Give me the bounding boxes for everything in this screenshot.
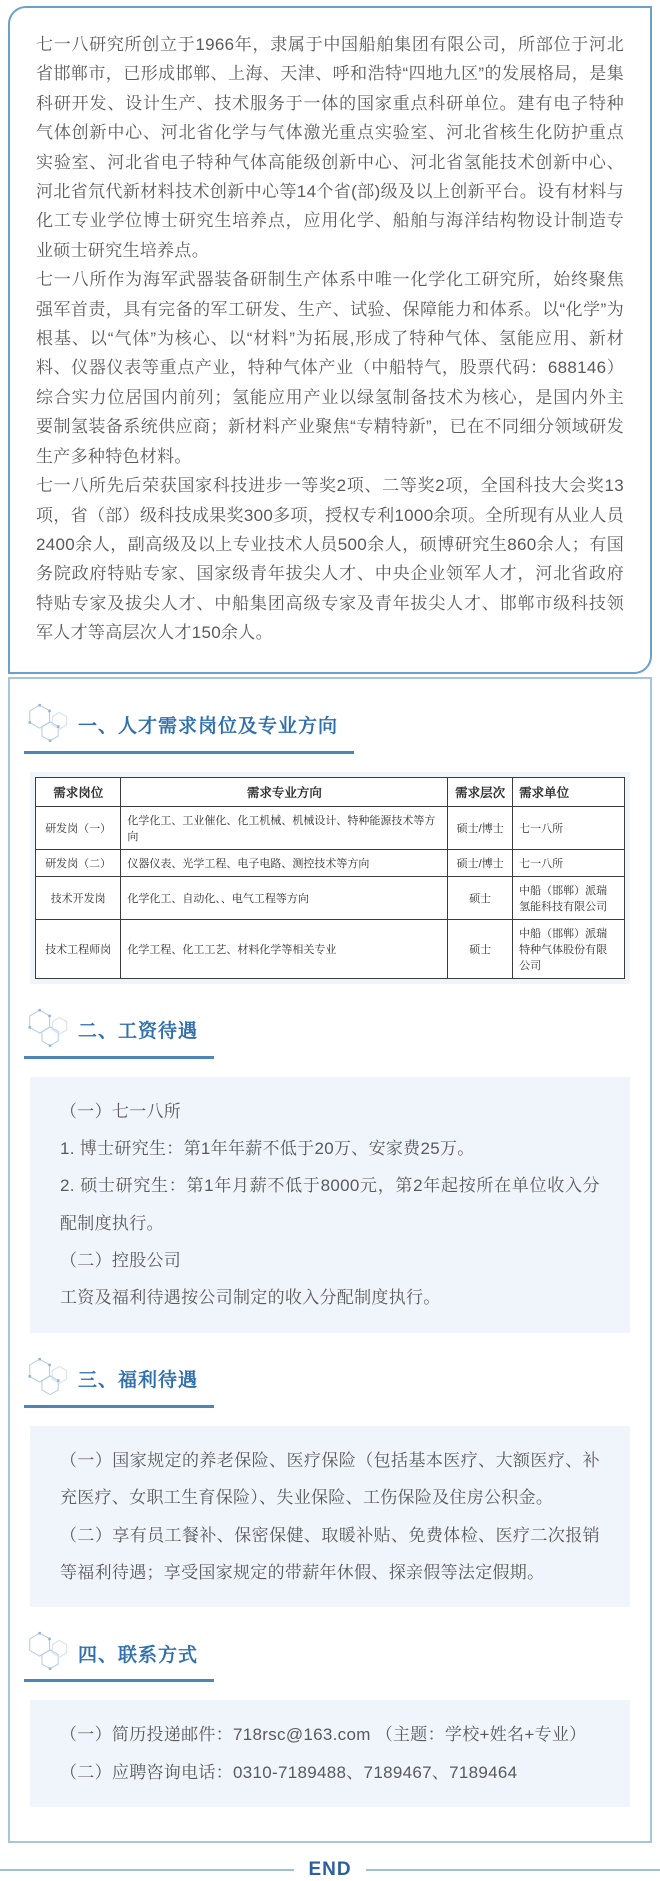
table-cell: 研发岗（一） xyxy=(36,806,121,849)
hexagon-molecule-icon xyxy=(24,1631,72,1675)
table-header-cell: 需求岗位 xyxy=(36,777,121,806)
intro-card xyxy=(8,6,652,674)
section-title: 四、联系方式 xyxy=(78,1644,199,1666)
contact-phone-line: （二）应聘咨询电话：0310-7189488、7189467、7189464 xyxy=(60,1762,518,1782)
end-divider-left xyxy=(0,1869,294,1871)
end-label: END xyxy=(308,1859,352,1881)
table-cell: 硕士 xyxy=(448,876,513,919)
section-heading-benefits xyxy=(24,1357,214,1408)
salary-line: 2. 硕士研究生：第1年月薪不低于8000元，第2年起按所在单位收入分配制度执行。 xyxy=(60,1176,600,1233)
table-cell: 化学化工、自动化、、电气工程等方向 xyxy=(121,876,448,919)
section-heading-positions xyxy=(24,703,354,754)
table-cell: 硕士/博士 xyxy=(448,806,513,849)
table-cell: 硕士/博士 xyxy=(448,849,513,876)
table-row xyxy=(36,876,625,919)
table-cell: 硕士 xyxy=(448,919,513,978)
table-cell: 七一八所 xyxy=(513,806,625,849)
table-cell: 研发岗（二） xyxy=(36,849,121,876)
hexagon-molecule-icon xyxy=(24,1008,72,1052)
section-title: 三、福利待遇 xyxy=(78,1370,199,1392)
table-row xyxy=(36,849,625,876)
section-heading-contact xyxy=(24,1631,214,1682)
hexagon-molecule-icon xyxy=(24,1357,72,1401)
contact-email-line: （一）简历投递邮件：718rsc@163.com （主题：学校+姓名+专业） xyxy=(60,1725,587,1745)
table-cell: 中船（邯郸）派瑞特种气体股份有限公司 xyxy=(513,919,625,978)
table-cell: 技术开发岗 xyxy=(36,876,121,919)
table-header-cell: 需求单位 xyxy=(513,777,625,806)
table-header-cell: 需求专业方向 xyxy=(121,777,448,806)
end-divider-right xyxy=(366,1869,660,1871)
benefits-paragraph: （一）国家规定的养老保险、医疗保险（包括基本医疗、大额医疗、补充医疗、女职工生育保险）、失业保险、工伤保险及住房公积金。 xyxy=(60,1450,600,1508)
hexagon-molecule-icon xyxy=(24,703,72,747)
section-title: 一、人才需求岗位及专业方向 xyxy=(78,716,339,738)
table-cell: 化学工程、化工工艺、材料化学等相关专业 xyxy=(121,919,448,978)
positions-panel xyxy=(30,772,630,984)
table-header-cell: 需求层次 xyxy=(448,777,513,806)
table-cell: 中船（邯郸）派瑞氢能科技有限公司 xyxy=(513,876,625,919)
table-row xyxy=(36,919,625,978)
recruit-table xyxy=(35,777,625,979)
table-cell: 技术工程师岗 xyxy=(36,919,121,978)
end-footer xyxy=(0,1859,660,1881)
table-cell: 七一八所 xyxy=(513,849,625,876)
table-row xyxy=(36,806,625,849)
salary-line: （二）控股公司 xyxy=(60,1251,182,1271)
salary-line: 工资及福利待遇按公司制定的收入分配制度执行。 xyxy=(60,1288,441,1308)
intro-paragraph-3: 七一八所先后荣获国家科技进步一等奖2项、二等奖2项，全国科技大会奖13项，省（部）级科技成果奖300多项，授权专利1000余项。全所现有从业人员2400余人，副高级及以上专业技术人员500余人，硕博研究生860余人；有国务院政府特贴专家、国家级青年拔尖人才、中央企业领军人才，河北省政府特贴专家及拔尖人才、中船集团高级专家及青年拔尖人才、邯郸市级科技领军人才等高层次人才150余人。 xyxy=(36,476,624,643)
detail-card xyxy=(8,677,652,1844)
intro-paragraph-1: 七一八研究所创立于1966年，隶属于中国船舶集团有限公司，所部位于河北省邯郸市，已形成邯郸、上海、天津、呼和浩特“四地九区”的发展格局，是集科研开发、设计生产、技术服务于一体的国家重点科研单位。建有电子特种气体创新中心、河北省化学与气体激光重点实验室、河北省核生化防护重点实验室、河北省电子特种气体高能级创新中心、河北省氢能技术创新中心、河北省氘代新材料技术创新中心等14个省(部)级及以上创新平台。设有材料与化工专业学位博士研究生培养点，应用化学、船舶与海洋结构物设计制造专业硕士研究生培养点。 xyxy=(36,35,624,260)
benefits-panel xyxy=(30,1426,630,1608)
benefits-paragraph: （二）享有员工餐补、保密保健、取暖补贴、免费体检、医疗二次报销等福利待遇；享受国家规定的带薪年休假、探亲假等法定假期。 xyxy=(60,1525,600,1583)
section-heading-salary xyxy=(24,1008,214,1059)
salary-panel xyxy=(30,1077,630,1333)
salary-line: （一）七一八所 xyxy=(60,1101,182,1121)
table-cell: 化学化工、工业催化、化工机械、机械设计、特种能源技术等方向 xyxy=(121,806,448,849)
section-title: 二、工资待遇 xyxy=(78,1021,199,1043)
table-header-row xyxy=(36,777,625,806)
table-cell: 仪器仪表、光学工程、电子电路、测控技术等方向 xyxy=(121,849,448,876)
salary-line: 1. 博士研究生：第1年年薪不低于20万、安家费25万。 xyxy=(60,1138,475,1158)
intro-paragraph-2: 七一八所作为海军武器装备研制生产体系中唯一化学化工研究所，始终聚焦强军首责，具有完备的军工研发、生产、试验、保障能力和体系。以“化学”为根基、以“气体”为核心、以“材料”为拓展,形成了特种气体、氢能应用、新材料、仪器仪表等重点产业，特种气体产业（中船特气，股票代码：688146）综合实力位居国内前列；氢能应用产业以绿氢制备技术为核心，是国内外主要制氢装备系统供应商；新材料产业聚焦“专精特新”，已在不同细分领域研发生产多种特色材料。 xyxy=(36,270,624,466)
contact-panel xyxy=(30,1700,630,1807)
